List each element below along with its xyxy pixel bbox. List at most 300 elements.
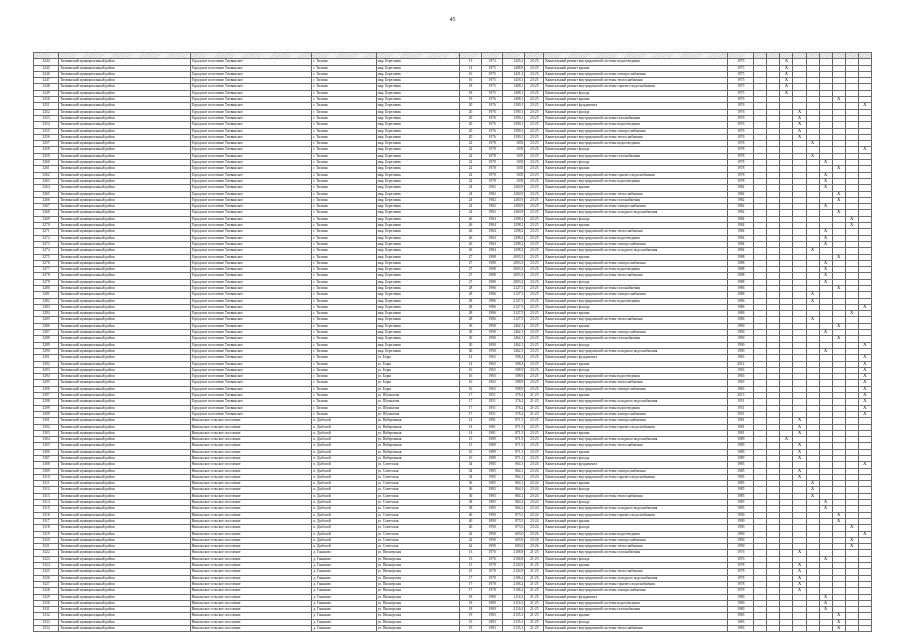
cell-district: Тихвинский муниципальный район <box>59 594 191 600</box>
cell-work-type: Капитальный ремонт внутридомовой системы электроснабжения <box>544 292 728 298</box>
cell-period-7: X <box>832 97 845 103</box>
cell-district: Тихвинский муниципальный район <box>59 311 191 317</box>
cell-house-number: 22 <box>460 141 482 147</box>
cell-area: 873,5 <box>503 512 525 518</box>
cell-build-year: 1965 <box>482 374 503 380</box>
cell-locality: г. Тихвин <box>312 134 376 140</box>
cell-district: Тихвинский муниципальный район <box>59 141 191 147</box>
cell-build-year: 1965 <box>482 386 503 392</box>
cell-row-number: 3323 <box>34 556 59 562</box>
cell-work-type: Капитальный ремонт фасада <box>544 147 728 153</box>
cell-period-7: X <box>832 210 845 216</box>
cell-work-type: Капитальный ремонт фасада <box>544 304 728 310</box>
cell-street: ул. Советская <box>376 493 459 499</box>
cell-settlement: Городское поселение Тихвинское <box>190 223 312 229</box>
cell-commission-year: 1985 <box>728 481 754 487</box>
cell-commission-year: 1975 <box>728 65 754 71</box>
cell-house-number: 42 <box>460 537 482 543</box>
cell-district: Тихвинский муниципальный район <box>59 248 191 254</box>
cell-work-type: Капитальный ремонт внутридомовой системы горячего водоснабжения <box>544 512 728 518</box>
cell-street: ул. Пионерская <box>376 581 459 587</box>
cell-commission-year: 1965 <box>728 386 754 392</box>
cell-settlement: Городское поселение Тихвинское <box>190 380 312 386</box>
cell-settlement: Никольское сельское поселение <box>190 544 312 550</box>
cell-row-number: 3256 <box>34 134 59 140</box>
cell-floors: 23-25 <box>525 241 544 247</box>
cell-commission-year: 1976 <box>728 550 754 556</box>
cell-locality: д. Ганьково <box>312 613 376 619</box>
cell-street: ул. Боры <box>376 380 459 386</box>
cell-district: Тихвинский муниципальный район <box>59 292 191 298</box>
cell-area: 2135,1 <box>503 619 525 625</box>
cell-commission-year: 1982 <box>728 185 754 191</box>
cell-build-year: 1965 <box>482 361 503 367</box>
cell-floors: 21-25 <box>525 600 544 606</box>
cell-floors: 23-24 <box>525 468 544 474</box>
cell-work-type: Капитальный ремонт внутридомовой системы водоотведения <box>544 531 728 537</box>
cell-house-number: 30 <box>460 336 482 342</box>
cell-floors: 23-25 <box>525 172 544 178</box>
cell-district: Тихвинский муниципальный район <box>59 437 191 443</box>
cell-commission-year: 1978 <box>728 581 754 587</box>
cell-commission-year: 1982 <box>728 204 754 210</box>
cell-commission-year: 1975 <box>728 84 754 90</box>
cell-area: 2116,3 <box>503 607 525 613</box>
cell-work-type: Капитальный ремонт внутридомовой системы электроснабжения <box>544 128 728 134</box>
cell-floors: 23-25 <box>525 204 544 210</box>
cell-house-number: 22 <box>460 153 482 159</box>
cell-period-4: X <box>793 449 806 455</box>
cell-house-number: 22 <box>460 178 482 184</box>
cell-house-number: 14 <box>460 424 482 430</box>
cell-area: 2003,3 <box>503 273 525 279</box>
cell-district: Тихвинский муниципальный район <box>59 537 191 543</box>
cell-locality: г. Тихвин <box>312 386 376 392</box>
cell-floors: 23-25 <box>525 342 544 348</box>
cell-commission-year: 1978 <box>728 147 754 153</box>
cell-street: ул. Набережная <box>376 437 459 443</box>
cell-build-year: 1976 <box>482 103 503 109</box>
cell-locality: г. Тихвин <box>312 178 376 184</box>
cell-settlement: Городское поселение Тихвинское <box>190 311 312 317</box>
cell-row-number: 3249 <box>34 90 59 96</box>
cell-street: мкр. Березовик <box>376 141 459 147</box>
cell-period-4: X <box>793 474 806 480</box>
cell-floors: 23-25 <box>525 298 544 304</box>
cell-floors: 23-25 <box>525 134 544 140</box>
cell-settlement: Городское поселение Тихвинское <box>190 229 312 235</box>
cell-area: 1462,1 <box>503 330 525 336</box>
cell-build-year: 1989 <box>482 443 503 449</box>
cell-commission-year: 1978 <box>728 178 754 184</box>
cell-work-type: Капитальный ремонт фасада <box>544 367 728 373</box>
cell-floors: 23-25 <box>525 443 544 449</box>
cell-house-number: 27 <box>460 279 482 285</box>
cell-locality: п. Дыбозой <box>312 430 376 436</box>
cell-period-6: X <box>819 348 832 354</box>
cell-period-6: X <box>819 185 832 191</box>
cell-area: 871,5 <box>503 437 525 443</box>
cell-build-year: 1975 <box>482 78 503 84</box>
cell-work-type: Капитальный ремонт внутридомовой системы водоотведения <box>544 178 728 184</box>
cell-street: ул. Боры <box>376 374 459 380</box>
cell-commission-year: 1951 <box>728 405 754 411</box>
cell-house-number: 30 <box>460 342 482 348</box>
cell-build-year: 1978 <box>482 563 503 569</box>
cell-street: мкр. Березовик <box>376 254 459 260</box>
cell-settlement: Никольское сельское поселение <box>190 563 312 569</box>
cell-commission-year: 1985 <box>728 493 754 499</box>
cell-area: 2116,3 <box>503 600 525 606</box>
cell-street: мкр. Березовик <box>376 197 459 203</box>
cell-settlement: Городское поселение Тихвинское <box>190 204 312 210</box>
cell-build-year: 1984 <box>482 216 503 222</box>
cell-settlement: Никольское сельское поселение <box>190 581 312 587</box>
cell-area: 1408,1 <box>503 84 525 90</box>
cell-commission-year: 1986 <box>728 304 754 310</box>
cell-street: ул. Пионерская <box>376 594 459 600</box>
cell-build-year: 1975 <box>482 71 503 77</box>
cell-house-number: 42 <box>460 544 482 550</box>
cell-house-number: 14 <box>460 65 482 71</box>
cell-floors: 23-25 <box>525 185 544 191</box>
cell-row-number: 3324 <box>34 563 59 569</box>
cell-house-number: 14 <box>460 355 482 361</box>
cell-commission-year: 1986 <box>728 317 754 323</box>
cell-commission-year: 1986 <box>728 311 754 317</box>
cell-build-year: 1990 <box>482 323 503 329</box>
cell-commission-year: 1990 <box>728 544 754 550</box>
cell-period-5: X <box>806 153 819 159</box>
cell-district: Тихвинский муниципальный район <box>59 90 191 96</box>
cell-commission-year: 1984 <box>728 241 754 247</box>
table-body <box>34 59 872 632</box>
cell-locality: п. Дыбозой <box>312 449 376 455</box>
cell-area: 376,2 <box>503 399 525 405</box>
cell-locality: г. Тихвин <box>312 90 376 96</box>
cell-work-type: Капитальный ремонт внутридомовой системы теплоснабжения <box>544 493 728 499</box>
cell-floors: 21-25 <box>525 581 544 587</box>
cell-street: мкр. Березовик <box>376 336 459 342</box>
cell-row-number: 3334 <box>34 626 59 632</box>
cell-build-year: 1990 <box>482 518 503 524</box>
cell-settlement: Городское поселение Тихвинское <box>190 323 312 329</box>
cell-work-type: Капитальный ремонт крыши <box>544 481 728 487</box>
cell-period-4: X <box>793 569 806 575</box>
cell-work-type: Капитальный ремонт внутридомовой системы теплоснабжения <box>544 544 728 550</box>
cell-build-year: 1975 <box>482 84 503 90</box>
cell-period-9: X <box>858 361 871 367</box>
cell-house-number: 14 <box>460 418 482 424</box>
cell-period-9: X <box>858 147 871 153</box>
cell-locality: п. Дыбозой <box>312 493 376 499</box>
cell-locality: г. Тихвин <box>312 298 376 304</box>
cell-settlement: Городское поселение Тихвинское <box>190 128 312 134</box>
cell-row-number: 3292 <box>34 361 59 367</box>
cell-house-number: 40 <box>460 525 482 531</box>
cell-locality: г. Тихвин <box>312 141 376 147</box>
cell-district: Тихвинский муниципальный район <box>59 147 191 153</box>
cell-area: 2127,5 <box>503 292 525 298</box>
cell-floors: 23-25 <box>525 235 544 241</box>
cell-commission-year: 1976 <box>728 122 754 128</box>
cell-period-6: X <box>819 229 832 235</box>
cell-work-type: Капитальный ремонт крыши <box>544 97 728 103</box>
cell-row-number: 3272 <box>34 235 59 241</box>
cell-house-number: 16 <box>460 374 482 380</box>
cell-build-year: 1973 <box>482 59 503 65</box>
cell-area: 1035 <box>503 160 525 166</box>
cell-work-type: Капитальный ремонт внутридомовой системы водоотведения <box>544 374 728 380</box>
cell-district: Тихвинский муниципальный район <box>59 342 191 348</box>
cell-house-number: 17 <box>460 399 482 405</box>
cell-street: мкр. Березовик <box>376 166 459 172</box>
cell-house-number: 20 <box>460 128 482 134</box>
cell-house-number: 34 <box>460 462 482 468</box>
cell-settlement: Никольское сельское поселение <box>190 493 312 499</box>
cell-locality: г. Тихвин <box>312 304 376 310</box>
cell-period-9: X <box>858 103 871 109</box>
cell-work-type: Капитальный ремонт внутридомовой системы электроснабжения <box>544 537 728 543</box>
cell-period-6: X <box>819 178 832 184</box>
cell-work-type: Капитальный ремонт фасада <box>544 619 728 625</box>
cell-commission-year: 1989 <box>728 456 754 462</box>
cell-street: мкр. Березовик <box>376 191 459 197</box>
cell-district: Тихвинский муниципальный район <box>59 487 191 493</box>
cell-row-number: 3301 <box>34 418 59 424</box>
cell-build-year: 1980 <box>482 600 503 606</box>
cell-row-number: 3257 <box>34 141 59 147</box>
cell-locality: г. Тихвин <box>312 279 376 285</box>
cell-settlement: Городское поселение Тихвинское <box>190 122 312 128</box>
cell-build-year: 1986 <box>482 298 503 304</box>
cell-settlement: Городское поселение Тихвинское <box>190 273 312 279</box>
cell-row-number: 3290 <box>34 348 59 354</box>
cell-build-year: 1990 <box>482 342 503 348</box>
cell-street: мкр. Березовик <box>376 311 459 317</box>
cell-locality: г. Тихвин <box>312 71 376 77</box>
cell-row-number: 3333 <box>34 619 59 625</box>
cell-area: 1408,1 <box>503 97 525 103</box>
cell-build-year: 1986 <box>482 304 503 310</box>
cell-area: 508,9 <box>503 380 525 386</box>
cell-row-number: 3278 <box>34 273 59 279</box>
cell-street: ул. Пионерская <box>376 550 459 556</box>
cell-row-number: 3327 <box>34 581 59 587</box>
cell-locality: г. Тихвин <box>312 411 376 417</box>
cell-street: ул. Пионерская <box>376 556 459 562</box>
cell-row-number: 3271 <box>34 229 59 235</box>
cell-row-number: 3293 <box>34 367 59 373</box>
cell-floors: 23-25 <box>525 418 544 424</box>
cell-commission-year: 1989 <box>728 437 754 443</box>
cell-build-year: 1990 <box>482 537 503 543</box>
cell-street: ул. Шумилова <box>376 411 459 417</box>
cell-commission-year: 1990 <box>728 342 754 348</box>
cell-work-type: Капитальный ремонт внутридомовой системы теплоснабжения <box>544 78 728 84</box>
cell-period-3 <box>780 626 793 632</box>
cell-street: мкр. Березовик <box>376 185 459 191</box>
cell-settlement: Городское поселение Тихвинское <box>190 374 312 380</box>
cell-settlement: Никольское сельское поселение <box>190 594 312 600</box>
cell-street: мкр. Березовик <box>376 241 459 247</box>
cell-locality: д. Ганьково <box>312 594 376 600</box>
cell-settlement: Городское поселение Тихвинское <box>190 134 312 140</box>
cell-period-6: X <box>819 260 832 266</box>
cell-period-7: X <box>832 285 845 291</box>
cell-locality: г. Тихвин <box>312 128 376 134</box>
cell-floors: 23-25 <box>525 317 544 323</box>
cell-area: 871,5 <box>503 418 525 424</box>
cell-commission-year: 1978 <box>728 141 754 147</box>
cell-district: Тихвинский муниципальный район <box>59 619 191 625</box>
cell-commission-year: 1975 <box>728 90 754 96</box>
cell-area: 1408,1 <box>503 90 525 96</box>
cell-district: Тихвинский муниципальный район <box>59 393 191 399</box>
cell-house-number: 24 <box>460 185 482 191</box>
cell-row-number: 3302 <box>34 424 59 430</box>
cell-house-number: 27 <box>460 273 482 279</box>
cell-period-4: X <box>793 443 806 449</box>
cell-floors: 23-25 <box>525 223 544 229</box>
cell-floors: 23-24 <box>525 518 544 524</box>
cell-settlement: Городское поселение Тихвинское <box>190 109 312 115</box>
cell-work-type: Капитальный ремонт крыши <box>544 518 728 524</box>
cell-work-type: Капитальный ремонт внутридомовой системы теплоснабжения <box>544 229 728 235</box>
cell-work-type: Капитальный ремонт крыши <box>544 563 728 569</box>
cell-locality: д. Ганьково <box>312 563 376 569</box>
cell-locality: г. Тихвин <box>312 348 376 354</box>
cell-locality: г. Тихвин <box>312 65 376 71</box>
cell-work-type: Капитальный ремонт фасада <box>544 279 728 285</box>
cell-street: ул. Советская <box>376 462 459 468</box>
cell-build-year: 1988 <box>482 254 503 260</box>
cell-period-9: X <box>858 304 871 310</box>
cell-locality: г. Тихвин <box>312 399 376 405</box>
cell-settlement: Городское поселение Тихвинское <box>190 216 312 222</box>
cell-settlement: Городское поселение Тихвинское <box>190 411 312 417</box>
cell-house-number: 15 <box>460 569 482 575</box>
cell-street: ул. Пионерская <box>376 626 459 632</box>
cell-locality: г. Тихвин <box>312 317 376 323</box>
cell-period-6: X <box>819 607 832 613</box>
cell-period-3: X <box>780 437 793 443</box>
cell-work-type: Капитальный ремонт внутридомовой системы водоотведения <box>544 141 728 147</box>
cell-period-9: X <box>858 380 871 386</box>
cell-commission-year: 1990 <box>728 518 754 524</box>
cell-floors: 23-25 <box>525 153 544 159</box>
cell-build-year: 1978 <box>482 141 503 147</box>
cell-row-number: 3248 <box>34 84 59 90</box>
cell-house-number: 20 <box>460 109 482 115</box>
cell-period-3: X <box>780 71 793 77</box>
cell-district: Тихвинский муниципальный район <box>59 185 191 191</box>
cell-period-4: X <box>793 581 806 587</box>
cell-area: 1035 <box>503 166 525 172</box>
cell-commission-year: 1984 <box>728 235 754 241</box>
cell-work-type: Капитальный ремонт внутридомовой системы холодного водоснабжения <box>544 575 728 581</box>
cell-work-type: Капитальный ремонт внутридомовой системы водоотведения <box>544 59 728 65</box>
cell-area: 1298,2 <box>503 241 525 247</box>
cell-work-type: Капитальный ремонт крыши <box>544 166 728 172</box>
cell-period-5: X <box>806 317 819 323</box>
cell-floors: 23-25 <box>525 348 544 354</box>
cell-district: Тихвинский муниципальный район <box>59 109 191 115</box>
cell-street: мкр. Березовик <box>376 229 459 235</box>
cell-commission-year: 1986 <box>728 285 754 291</box>
cell-area: 871,5 <box>503 430 525 436</box>
cell-build-year: 1985 <box>482 468 503 474</box>
cell-locality: г. Тихвин <box>312 197 376 203</box>
cell-build-year: 1978 <box>482 178 503 184</box>
cell-area: 508,4 <box>503 355 525 361</box>
cell-settlement: Никольское сельское поселение <box>190 613 312 619</box>
cell-row-number: 3245 <box>34 65 59 71</box>
cell-work-type: Капитальный ремонт внутридомовой системы водоотведения <box>544 122 728 128</box>
cell-work-type: Капитальный ремонт внутридомовой системы теплоснабжения <box>544 191 728 197</box>
cell-work-type: Капитальный ремонт внутридомовой системы электроснабжения <box>544 204 728 210</box>
cell-settlement: Никольское сельское поселение <box>190 512 312 518</box>
cell-period-9 <box>858 626 871 632</box>
cell-house-number: 30 <box>460 323 482 329</box>
cell-floors: 23-25 <box>525 115 544 121</box>
cell-floors: 21-25 <box>525 607 544 613</box>
cell-work-type: Капитальный ремонт фундамента <box>544 355 728 361</box>
cell-period-6: X <box>819 267 832 273</box>
cell-commission-year: 1985 <box>728 474 754 480</box>
cell-floors: 23-25 <box>525 160 544 166</box>
cell-street: ул. Боры <box>376 355 459 361</box>
cell-locality: г. Тихвин <box>312 260 376 266</box>
cell-period-9: X <box>858 355 871 361</box>
cell-house-number: 24 <box>460 204 482 210</box>
cell-row-number: 3253 <box>34 115 59 121</box>
cell-build-year: 1982 <box>482 191 503 197</box>
cell-build-year: 1988 <box>482 267 503 273</box>
cell-work-type: Капитальный ремонт внутридомовой системы теплоснабжения <box>544 626 728 632</box>
cell-street: ул. Советская <box>376 487 459 493</box>
cell-area: 1425,2 <box>503 59 525 65</box>
cell-floors: 23-25 <box>525 456 544 462</box>
cell-row-number: 3312 <box>34 487 59 493</box>
cell-settlement: Никольское сельское поселение <box>190 537 312 543</box>
cell-area: 2127,5 <box>503 298 525 304</box>
cell-area: 1298,2 <box>503 216 525 222</box>
cell-row-number: 3276 <box>34 260 59 266</box>
cell-street: ул. Шумилова <box>376 393 459 399</box>
cell-work-type: Капитальный ремонт фасада <box>544 216 728 222</box>
cell-build-year: 1965 <box>482 380 503 386</box>
cell-settlement: Никольское сельское поселение <box>190 550 312 556</box>
cell-build-year: 1976 <box>482 122 503 128</box>
cell-district: Тихвинский муниципальный район <box>59 115 191 121</box>
cell-work-type: Капитальный ремонт фасада <box>544 525 728 531</box>
cell-settlement: Городское поселение Тихвинское <box>190 185 312 191</box>
cell-period-7: X <box>832 166 845 172</box>
cell-commission-year: 1989 <box>728 443 754 449</box>
cell-floors: 23-24 <box>525 525 544 531</box>
cell-work-type: Капитальный ремонт крыши <box>544 613 728 619</box>
cell-street: мкр. Березовик <box>376 235 459 241</box>
cell-commission-year: 1965 <box>728 367 754 373</box>
cell-period-9: X <box>858 531 871 537</box>
cell-row-number: 3298 <box>34 399 59 405</box>
cell-locality: г. Тихвин <box>312 166 376 172</box>
cell-build-year: 1982 <box>482 210 503 216</box>
cell-floors: 23-25 <box>525 279 544 285</box>
cell-settlement: Никольское сельское поселение <box>190 462 312 468</box>
cell-area: 1260,9 <box>503 210 525 216</box>
